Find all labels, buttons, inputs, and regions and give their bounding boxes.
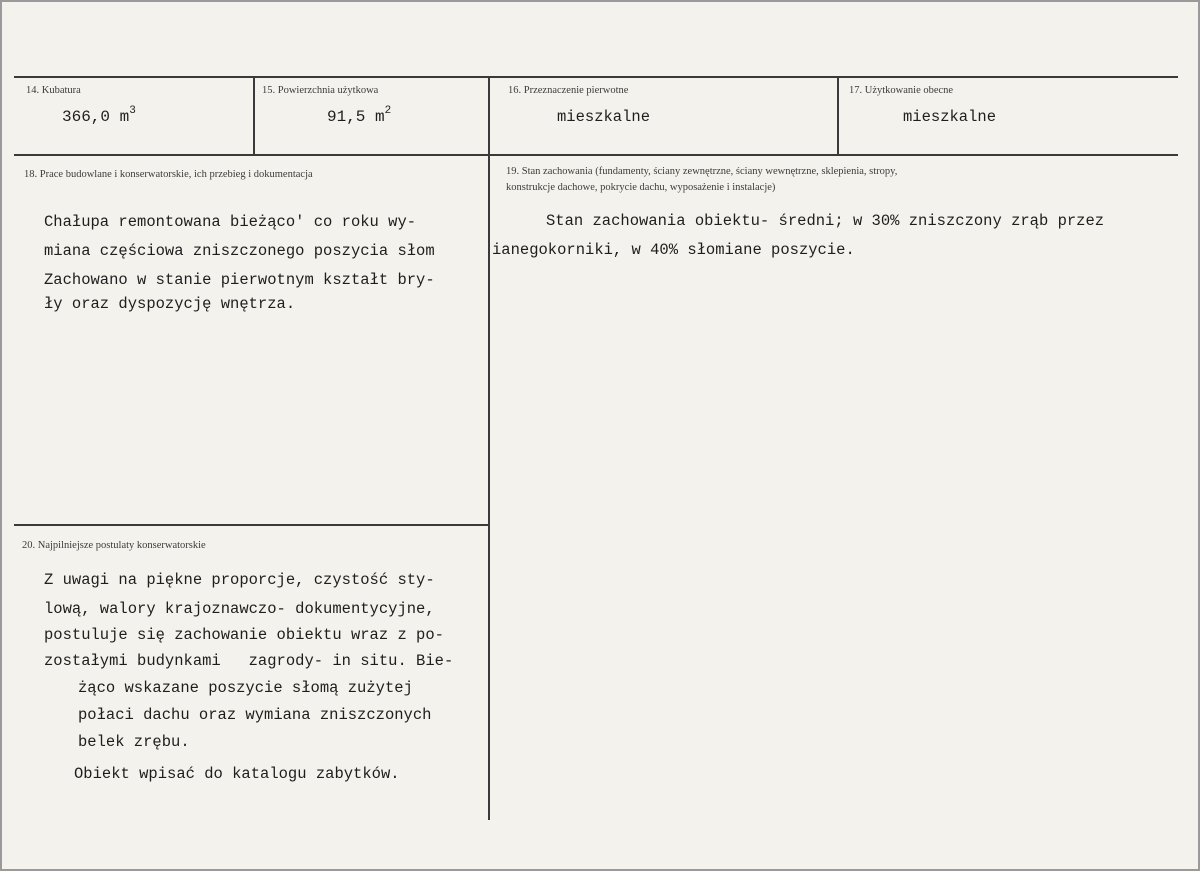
field-19-label-line-1: 19. Stan zachowania (fundamenty, ściany zewnętrzne, ściany wewnętrzne, sklepienia, stropy, [506,166,898,177]
col-divider-1 [253,76,255,156]
field-19-line-1: Stan zachowania obiektu- średni; w 30% zniszczony zrąb przez [546,212,1105,230]
field-19-label-line-2: konstrukcje dachowe, pokrycie dachu, wyposażenie i instalacje) [506,182,776,193]
field-14-label: 14. Kubatura [26,85,81,96]
field-20-line-1: Z uwagi na piękne proporcje, czystość sty- [44,571,435,589]
field-20-line-5: żąco wskazane poszycie słomą zużytej [78,679,413,697]
field-18-label: 18. Prace budowlane i konserwatorskie, ich przebieg i dokumentacja [24,169,313,180]
field-20-line-7: belek zrębu. [78,733,190,751]
field-20-line-4: zostałymi budynkami zagrody- in situ. Bie- [44,652,454,670]
field-16-label: 16. Przeznaczenie pierwotne [508,85,629,96]
field-19-line-2: ianegokorniki, w 40% słomiane poszycie. [492,241,855,259]
field-17-label: 17. Użytkowanie obecne [849,85,954,96]
col-divider-3 [837,76,839,156]
field-17-value: mieszkalne [903,108,997,126]
field-20-line-8: Obiekt wpisać do katalogu zabytków. [74,765,400,783]
section20-divider [14,524,490,526]
field-18-line-2: miana częściowa zniszczonego poszycia słom [44,242,435,260]
field-20-line-6: połaci dachu oraz wymiana zniszczonych [78,706,432,724]
top-divider [14,76,1178,78]
field-20-label: 20. Najpilniejsze postulaty konserwatorskie [22,540,206,551]
field-15-value: 91,5 $m^2$ [327,105,392,126]
field-18-line-4: ły oraz dyspozycję wnętrza. [44,295,296,313]
field-15-label: 15. Powierzchnia użytkowa [262,85,379,96]
field-18-line-1: Chałupa remontowana bieżąco' co roku wy- [44,213,417,231]
field-20-line-2: lową, walory krajoznawczo- dokumentycyjne, [44,600,435,618]
field-16-value: mieszkalne [557,108,651,126]
field-14-value: 366,0 $m^3$ [62,105,136,126]
field-18-line-3: Zachowano w stanie pierwotnym kształt bry- [44,271,435,289]
field-20-line-3: postuluje się zachowanie obiektu wraz z po- [44,626,444,644]
col-divider-2 [488,76,490,820]
row-divider [14,154,1178,156]
